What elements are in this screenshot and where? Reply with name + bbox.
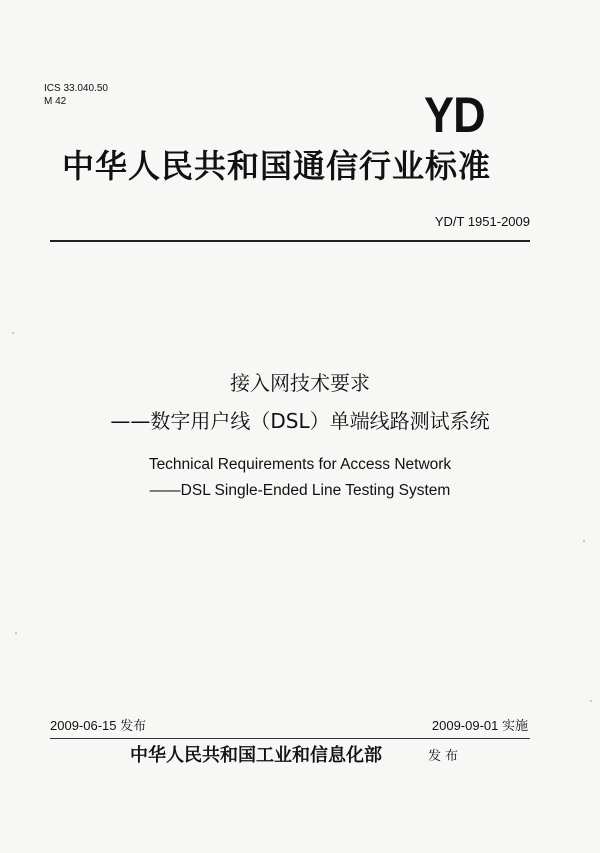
ics-code: ICS 33.040.50 [44,83,108,94]
standard-title: 中华人民共和国通信行业标准 [62,147,492,185]
ccs-code: M 42 [44,96,67,107]
header-divider [50,240,530,242]
publisher-name: 中华人民共和国工业和信息化部 [130,745,382,766]
scan-speck [12,332,14,334]
scan-speck [15,632,17,634]
publish-date: 2009-06-15 发布 [50,718,147,733]
document-title-en-subtitle: ——DSL Single-Ended Line Testing System [149,482,451,499]
implement-date: 2009-09-01 实施 [431,718,528,733]
scan-speck [583,540,585,542]
standard-number: YD/T 1951-2009 [434,214,530,229]
document-title-zh-subtitle: ——数字用户线（DSL）单端线路测试系统 [110,409,490,433]
footer-divider [50,738,530,739]
scan-speck [590,700,592,702]
document-title-zh-main: 接入网技术要求 [230,371,370,395]
document-title-en-main: Technical Requirements for Access Network [148,456,452,473]
publisher-suffix: 发布 [428,749,463,764]
yd-logo: YD [424,87,485,143]
